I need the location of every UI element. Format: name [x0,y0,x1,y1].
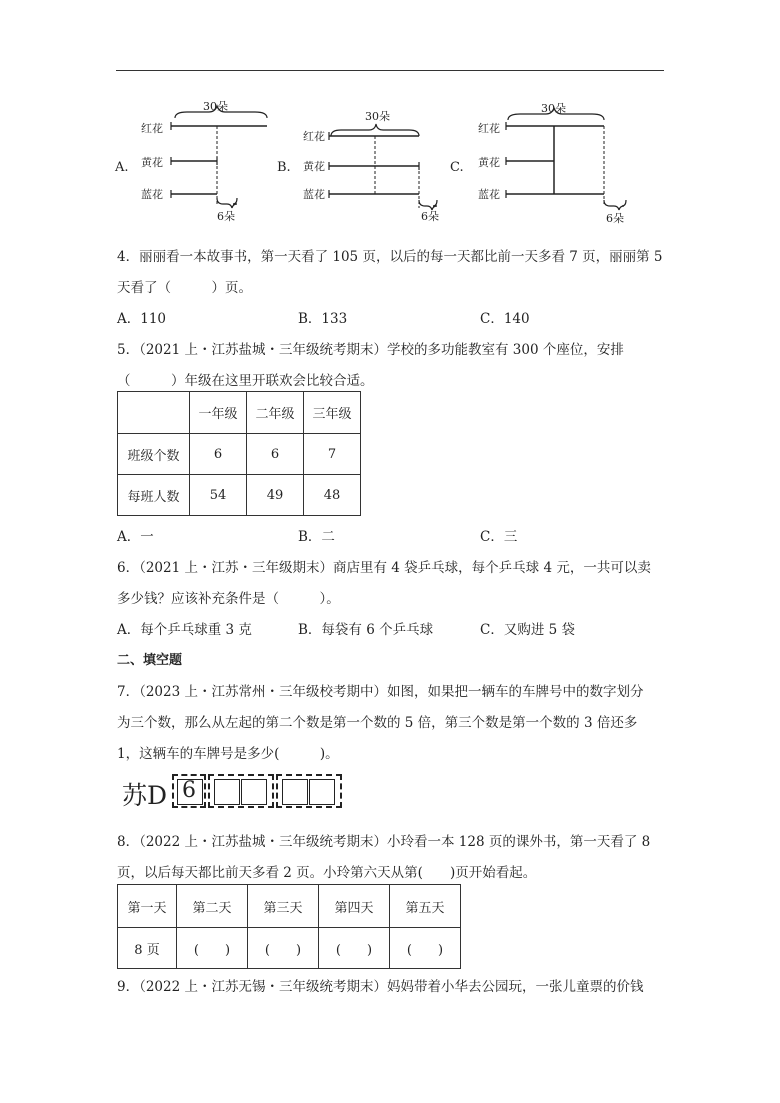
q5-table-cell: 49 [247,475,304,516]
q8-table [117,884,461,969]
option-label-b: B. [277,160,291,175]
q5-table-header: 二年级 [247,392,304,434]
red-label: 红花 [141,122,163,135]
yellow-label: 黄花 [478,156,500,169]
q5-table-cell: 班级个数 [118,434,190,475]
plate-prefix: 苏D [122,781,168,810]
blue-label: 蓝花 [478,188,500,201]
plate-digit: 6 [182,778,196,803]
q8-table-header: 第一天 [118,885,177,928]
q9-line-1: 9．（2022 上・江苏无锡・三年级统考期末）妈妈带着小华去公园玩，一张儿童票的价钱 [117,979,644,995]
q5-table-cell: 每班人数 [118,475,190,516]
q5-table-header: 一年级 [190,392,247,434]
q5-line-2: （ ）年级在这里开联欢会比较合适。 [117,373,374,389]
q7-line-2: 为三个数，那么从左起的第二个数是第一个数的 5 倍，第三个数是第一个数的 3 倍还多 [117,715,638,731]
red-label: 红花 [303,130,325,143]
q5-table-cell: 54 [190,475,247,516]
q4-option-b: B．133 [298,311,348,327]
diagram-b-lines [277,108,447,228]
q6-option-b: B．每袋有 6 个乒乓球 [298,622,434,638]
q8-table-cell: ( ) [319,928,390,969]
yellow-label: 黄花 [303,160,325,173]
q5-table [117,391,361,516]
yellow-label: 黄花 [141,156,163,169]
total-label: 30朵 [541,102,566,115]
option-label-c: C. [450,160,464,175]
q5-option-a: A．一 [117,529,154,545]
blue-label: 蓝花 [141,188,163,201]
q8-table-cell: ( ) [248,928,319,969]
blue-label: 蓝花 [303,188,325,201]
total-label: 30朵 [203,100,228,113]
q5-option-b: B．二 [298,529,335,545]
q6-line-1: 6．（2021 上・江苏・三年级期末）商店里有 4 袋乒乓球，每个乒乓球 4 元，一共可以卖 [117,560,651,576]
q4-option-a: A．110 [117,311,167,327]
diagram-a [115,98,275,228]
q5-table-cell: 6 [247,434,304,475]
q5-table-header: 三年级 [304,392,361,434]
q8-table-header: 第二天 [177,885,248,928]
q6-option-c: C．又购进 5 袋 [480,622,576,638]
license-plate [120,772,342,814]
q8-line-1: 8．（2022 上・江苏盐城・三年级统考期末）小玲看一本 128 页的课外书，第一天看了 8 [117,834,651,850]
q7-line-1: 7．（2023 上・江苏常州・三年级校考期中）如图，如果把一辆车的车牌号中的数字划分 [117,684,644,700]
red-label: 红花 [478,122,500,135]
q5-table-cell: 48 [304,475,361,516]
q5-table-header [118,392,190,434]
diff-label: 6朵 [217,210,235,223]
q7-line-3: 1，这辆车的车牌号是多少( )。 [117,746,339,762]
plate-box-3 [276,774,342,808]
q5-option-c: C．三 [480,529,518,545]
section-title: 二、填空题 [117,653,183,668]
q6-line-2: 多少钱？应该补充条件是（ ）。 [117,591,340,607]
q8-table-header: 第五天 [390,885,461,928]
q4-line-1: 4．丽丽看一本故事书，第一天看了 105 页，以后的每一天都比前一天多看 7 页，丽丽第 5 [117,249,663,265]
plate-box-1 [172,774,206,808]
header-rule [116,70,664,71]
diff-label: 6朵 [421,210,439,223]
diagram-c-lines [450,98,630,228]
q4-option-c: C．140 [480,311,530,327]
q8-table-header: 第三天 [248,885,319,928]
q8-line-2: 页，以后每天都比前天多看 2 页。小玲第六天从第( )页开始看起。 [117,865,537,881]
q8-table-header: 第四天 [319,885,390,928]
q5-table-cell: 6 [190,434,247,475]
diagram-a-lines [115,98,275,228]
q4-line-2: 天看了（ ）页。 [117,280,252,296]
diff-label: 6朵 [606,212,624,225]
plate-box-2 [208,774,274,808]
total-label: 30朵 [365,110,390,123]
q6-option-a: A．每个乒乓球重 3 克 [117,622,252,638]
diagram-b [277,108,447,228]
q8-table-cell: ( ) [177,928,248,969]
q5-line-1: 5．（2021 上・江苏盐城・三年级统考期末）学校的多功能教室有 300 个座位，安排 [117,342,624,358]
option-label-a: A. [115,160,129,175]
q8-table-cell: ( ) [390,928,461,969]
q8-table-cell: 8 页 [118,928,177,969]
diagram-c [450,98,630,228]
q5-table-cell: 7 [304,434,361,475]
